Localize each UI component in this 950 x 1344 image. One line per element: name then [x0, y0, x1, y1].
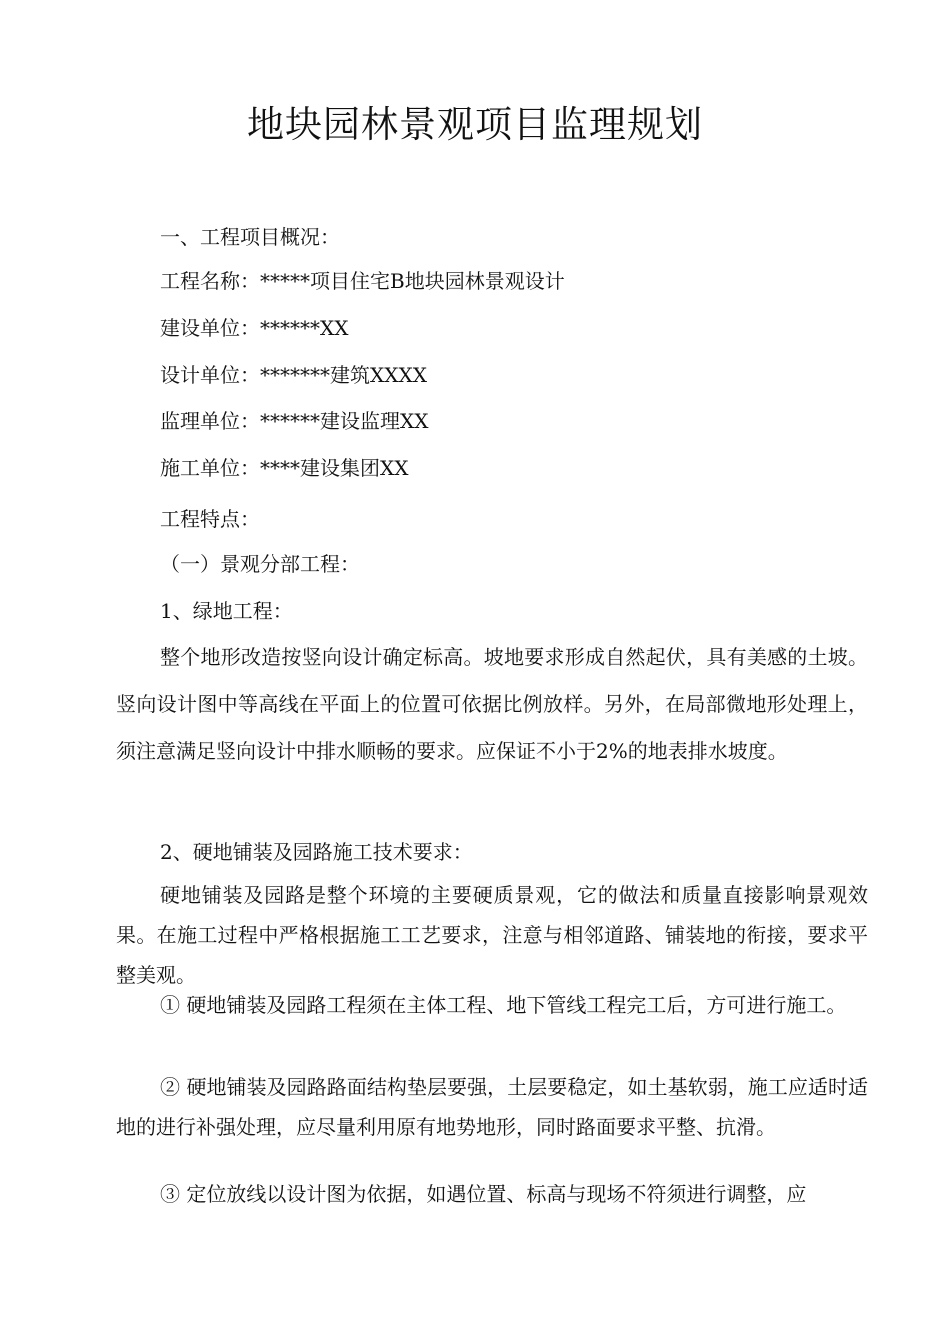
point-3-paragraph: ③ 定位放线以设计图为依据，如遇位置、标高与现场不符须进行调整，应: [160, 1182, 807, 1206]
item-2-paragraph: 硬地铺装及园路是整个环境的主要硬质景观，它的做法和质量直接影响景观效果。在施工过程中严格根据施工工艺要求，注意与相邻道路、铺装地的衔接，要求平整美观。: [116, 883, 868, 987]
supervisor-line: 监理单位：******建设监理XX: [160, 409, 429, 433]
item-1-paragraph: 整个地形改造按竖向设计确定标高。坡地要求形成自然起伏，具有美感的土坡。竖向设计图中等高线在平面上的位置可依据比例放样。另外，在局部微地形处理上，须注意满足竖向设计中排水顺畅的要求。应保证不小于2%的地表排水坡度。: [116, 645, 868, 763]
features-label: 工程特点：: [160, 507, 260, 531]
point-2-paragraph: ② 硬地铺装及园路路面结构垫层要强，土层要稳定，如土基软弱，施工应适时适地的进行补强处理，应尽量利用原有地势地形，同时路面要求平整、抗滑。: [116, 1075, 868, 1139]
designer-line: 设计单位：*******建筑XXXX: [160, 363, 427, 387]
point-1-paragraph: ① 硬地铺装及园路工程须在主体工程、地下管线工程完工后，方可进行施工。: [160, 993, 847, 1017]
document-title: 地块园林景观项目监理规划: [247, 103, 703, 146]
project-name-line: 工程名称：*****项目住宅B地块园林景观设计: [160, 269, 565, 293]
owner-line: 建设单位：******XX: [160, 316, 349, 340]
item-2-heading: 2、硬地铺装及园路施工技术要求：: [160, 840, 473, 864]
section-heading: 一、工程项目概况：: [160, 225, 340, 249]
contractor-line: 施工单位：****建设集团XX: [160, 456, 409, 480]
item-1-heading: 1、绿地工程：: [160, 599, 293, 623]
subsection-heading: （一）景观分部工程：: [160, 552, 360, 576]
